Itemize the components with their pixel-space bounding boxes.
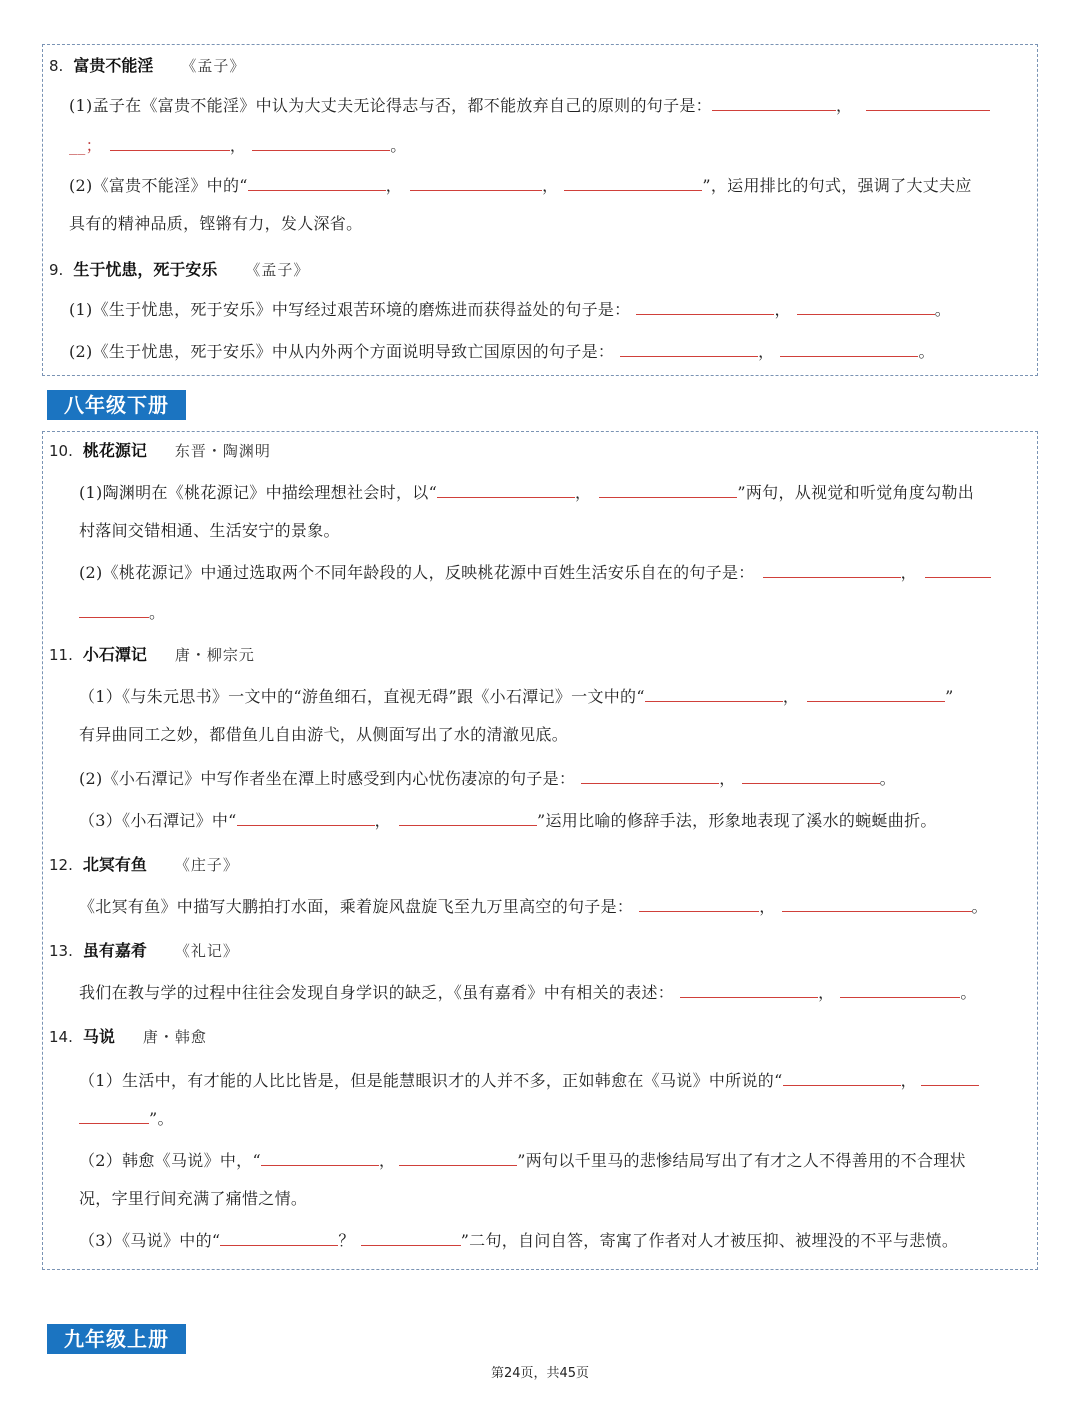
answer-blank[interactable] bbox=[248, 176, 386, 191]
answer-blank[interactable] bbox=[797, 300, 935, 315]
item-14-q3 bbox=[79, 1228, 958, 1251]
question-text: (1)孟子在《富贵不能淫》中认为大丈夫无论得志与否，都不能放弃自己的原则的句子是： bbox=[69, 96, 712, 115]
item-source: 东晋・陶渊明 bbox=[174, 442, 271, 460]
item-title: 生于忧患，死于安乐 bbox=[73, 260, 218, 279]
item-14-q2-line2 bbox=[79, 1186, 307, 1209]
item-9-q2 bbox=[69, 339, 935, 362]
item-14-q1-line2 bbox=[79, 1106, 174, 1129]
punct: 。 bbox=[934, 300, 952, 319]
answer-blank[interactable] bbox=[807, 687, 945, 702]
punct: ”。 bbox=[149, 1109, 174, 1128]
answer-blank[interactable] bbox=[645, 687, 783, 702]
punct: 。 bbox=[960, 983, 977, 1002]
question-text: （1）生活中，有才能的人比比皆是，但是能慧眼识才的人并不多，正如韩愈在《马说》中所说的“ bbox=[79, 1071, 783, 1090]
question-text: ”二句，自问自答，寄寓了作者对人才被压抑、被埋没的不平与悲愤。 bbox=[460, 1231, 959, 1250]
answer-blank[interactable] bbox=[220, 1231, 338, 1246]
question-text: 况，字里行间充满了痛惜之情。 bbox=[79, 1189, 308, 1208]
answer-blank[interactable] bbox=[437, 483, 575, 498]
item-12-heading bbox=[49, 852, 239, 875]
punct: ， bbox=[759, 897, 776, 916]
item-10-q1-line1 bbox=[79, 480, 974, 503]
answer-blank[interactable] bbox=[399, 1151, 517, 1166]
item-11-q1-line2 bbox=[79, 722, 568, 745]
question-box-2 bbox=[42, 431, 1038, 1270]
question-text: ”两句以千里马的悲惨结局写出了有才之人不得善用的不合理状 bbox=[517, 1151, 966, 1170]
item-source: 《礼记》 bbox=[174, 942, 239, 960]
answer-blank[interactable] bbox=[742, 769, 880, 784]
answer-blank[interactable] bbox=[780, 342, 918, 357]
question-text: 《北冥有鱼》中描写大鹏拍打水面，乘着旋风盘旋飞至九万里高空的句子是： bbox=[79, 897, 634, 916]
item-source: 《孟子》 bbox=[245, 261, 310, 279]
answer-blank[interactable] bbox=[783, 1071, 901, 1086]
question-text: ”运用比喻的修辞手法，形象地表现了溪水的蜿蜒曲折。 bbox=[536, 811, 937, 830]
answer-blank[interactable] bbox=[763, 563, 901, 578]
answer-blank[interactable] bbox=[237, 811, 375, 826]
answer-blank[interactable] bbox=[79, 1109, 149, 1124]
item-14-q1-line1 bbox=[79, 1068, 979, 1091]
item-number: 14. bbox=[49, 1028, 73, 1046]
item-10-q2-line2 bbox=[79, 600, 165, 623]
item-source: 唐・柳宗元 bbox=[174, 646, 255, 664]
item-title: 马说 bbox=[82, 1027, 115, 1046]
item-number: 11. bbox=[49, 646, 73, 664]
page-number: 第24页，共45页 bbox=[490, 1366, 590, 1381]
punct: ， bbox=[719, 769, 736, 788]
item-14-heading bbox=[49, 1024, 207, 1047]
punct: ， bbox=[818, 983, 835, 1002]
item-source: 唐・韩愈 bbox=[142, 1028, 207, 1046]
item-title: 北冥有鱼 bbox=[82, 855, 147, 874]
item-8-heading bbox=[49, 53, 245, 76]
question-text: (2)《生于忧患，死于安乐》中从内外两个方面说明导致亡国原因的句子是： bbox=[69, 342, 615, 361]
item-11-q1-line1 bbox=[79, 684, 954, 707]
punct: ， bbox=[229, 136, 247, 155]
punct: ， bbox=[835, 96, 853, 115]
answer-blank[interactable] bbox=[599, 483, 737, 498]
item-number: 8. bbox=[49, 57, 64, 75]
answer-blank[interactable] bbox=[581, 769, 719, 784]
question-text: (2)《富贵不能淫》中的“ bbox=[69, 176, 248, 195]
punct: ， bbox=[385, 176, 403, 195]
item-11-q3 bbox=[79, 808, 937, 831]
answer-blank[interactable] bbox=[261, 1151, 379, 1166]
punct: ， bbox=[374, 811, 391, 830]
item-8-q2-line2 bbox=[69, 211, 362, 234]
question-text: （2）韩愈《马说》中，“ bbox=[79, 1151, 261, 1170]
answer-blank[interactable] bbox=[399, 811, 537, 826]
answer-blank[interactable] bbox=[680, 983, 818, 998]
punct: ， bbox=[758, 342, 775, 361]
answer-blank[interactable] bbox=[620, 342, 758, 357]
item-11-heading bbox=[49, 642, 255, 665]
punct: 。 bbox=[149, 603, 166, 622]
item-12-q1 bbox=[79, 894, 988, 917]
item-title: 桃花源记 bbox=[82, 441, 147, 460]
question-text: __； bbox=[69, 136, 102, 155]
item-10-q1-line2 bbox=[79, 518, 340, 541]
item-number: 9. bbox=[49, 261, 64, 279]
question-text: (2)《小石潭记》中写作者坐在潭上时感受到内心忧伤凄凉的句子是： bbox=[79, 769, 576, 788]
item-9-q1 bbox=[69, 297, 951, 320]
answer-blank[interactable] bbox=[110, 136, 230, 151]
punct: 。 bbox=[971, 897, 988, 916]
punct: ， bbox=[542, 176, 559, 195]
punct: ” bbox=[945, 687, 954, 706]
question-text: （3）《小石潭记》中“ bbox=[79, 811, 237, 830]
punct: 。 bbox=[879, 769, 896, 788]
punct: ， bbox=[782, 687, 800, 706]
question-text: (1)《生于忧患，死于安乐》中写经过艰苦环境的磨炼进而获得益处的句子是： bbox=[69, 300, 631, 319]
item-13-q1 bbox=[79, 980, 977, 1003]
item-title: 富贵不能淫 bbox=[73, 56, 154, 75]
question-text: (2)《桃花源记》中通过选取两个不同年龄段的人，反映桃花源中百姓生活安乐自在的句子是： bbox=[79, 563, 755, 582]
item-14-q2-line1 bbox=[79, 1148, 966, 1171]
item-title: 虽有嘉肴 bbox=[82, 941, 147, 960]
answer-blank[interactable] bbox=[410, 176, 542, 191]
answer-blank[interactable] bbox=[921, 1071, 979, 1086]
punct: ， bbox=[575, 483, 592, 502]
item-8-q1-line2 bbox=[69, 133, 407, 156]
question-text: 具有的精神品质，铿锵有力，发人深省。 bbox=[69, 214, 363, 233]
answer-blank[interactable] bbox=[564, 176, 702, 191]
item-13-heading bbox=[49, 938, 239, 961]
item-10-heading bbox=[49, 438, 271, 461]
item-source: 《孟子》 bbox=[181, 57, 246, 75]
question-text: 有异曲同工之妙，都借鱼儿自由游弋，从侧面写出了水的清澈见底。 bbox=[79, 725, 569, 744]
question-text: 我们在教与学的过程中往往会发现自身学识的缺乏，《虽有嘉肴》中有相关的表述： bbox=[79, 983, 675, 1002]
item-number: 10. bbox=[49, 442, 73, 460]
answer-blank[interactable] bbox=[866, 96, 990, 111]
question-text: （3）《马说》中的“ bbox=[79, 1231, 221, 1250]
question-text: ”两句，从视觉和听觉角度勾勒出 bbox=[737, 483, 975, 502]
item-8-q1-line1 bbox=[69, 93, 990, 116]
item-8-q2-line1 bbox=[69, 173, 972, 196]
punct: ， bbox=[900, 563, 917, 582]
answer-blank[interactable] bbox=[79, 603, 149, 618]
item-title: 小石潭记 bbox=[82, 645, 147, 664]
answer-blank[interactable] bbox=[712, 96, 836, 111]
answer-blank[interactable] bbox=[925, 563, 991, 578]
answer-blank[interactable] bbox=[782, 897, 972, 912]
item-number: 12. bbox=[49, 856, 73, 874]
question-text: ”，运用排比的句式，强调了大丈夫应 bbox=[702, 176, 972, 195]
punct: ， bbox=[900, 1071, 917, 1090]
question-text: （1）《与朱元思书》一文中的“游鱼细石，直视无碍”跟《小石潭记》一文中的“ bbox=[79, 687, 645, 706]
question-text: 村落间交错相通、生活安宁的景象。 bbox=[79, 521, 340, 540]
punct: 。 bbox=[390, 136, 407, 155]
section-banner-grade9-upper: 九年级上册 bbox=[47, 1324, 186, 1354]
item-number: 13. bbox=[49, 942, 73, 960]
answer-blank[interactable] bbox=[636, 300, 774, 315]
item-11-q2 bbox=[79, 766, 896, 789]
item-9-heading bbox=[49, 257, 309, 280]
question-text: (1)陶渊明在《桃花源记》中描绘理想社会时，以“ bbox=[79, 483, 438, 502]
answer-blank[interactable] bbox=[840, 983, 960, 998]
answer-blank[interactable] bbox=[252, 136, 390, 151]
punct: 。 bbox=[918, 342, 935, 361]
punct: ， bbox=[774, 300, 791, 319]
item-source: 《庄子》 bbox=[174, 856, 239, 874]
section-banner-grade8-lower: 八年级下册 bbox=[47, 390, 186, 420]
item-10-q2-line1 bbox=[79, 560, 991, 583]
punct: ？ bbox=[338, 1231, 355, 1250]
question-box-1 bbox=[42, 44, 1038, 376]
punct: ， bbox=[378, 1151, 396, 1170]
answer-blank[interactable] bbox=[639, 897, 759, 912]
answer-blank[interactable] bbox=[361, 1231, 461, 1246]
